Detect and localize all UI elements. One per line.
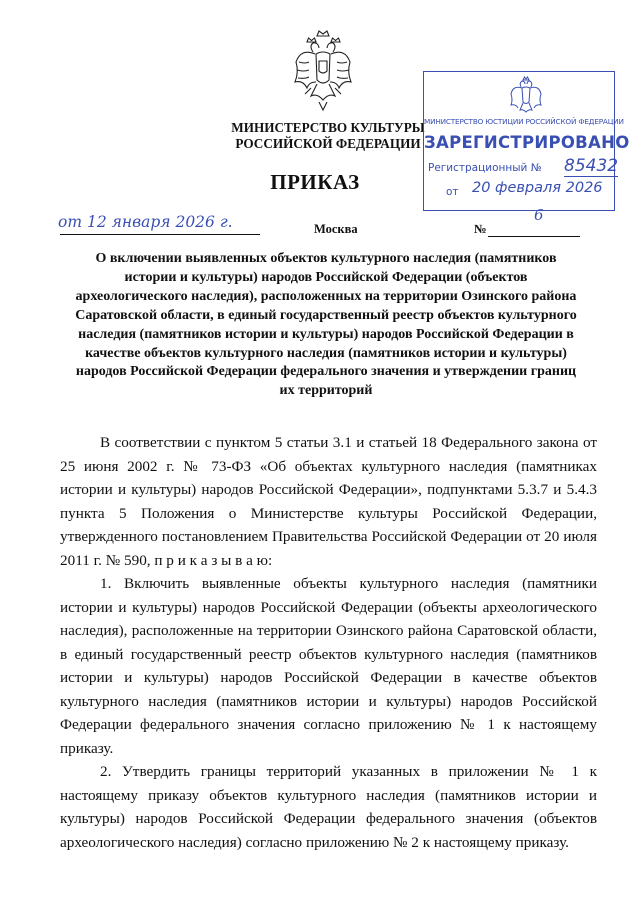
- ministry-line-1: МИНИСТЕРСТВО КУЛЬТУРЫ: [231, 120, 425, 135]
- stamp-registered-label: ЗАРЕГИСТРИРОВАНО: [424, 133, 630, 152]
- item-1-paragraph: 1. Включить выявленные объекты культурного наследия (памятники истории и культуры) народов Российской Федерации (объекты археологического наследия), расположенные на территории Озинского района Саратовской области, в единый государственный реестр объектов культурного наследия (памятников истории и культуры) народов Российской Федерации в качестве объектов культурного наследия (памятников истории и культуры) народов Российской Федерации федерального значения согласно приложению № 1 к настоящему приказу.: [60, 575, 597, 757]
- order-number-label: №: [474, 222, 487, 236]
- order-heading: О включении выявленных объектов культурного наследия (памятников истории и культуры) народов Российской Федерации (объектов археологического наследия), расположенных на территории Озинского района Саратовской области, в единый государственный реестр объектов культурного наследия (памятников истории и культуры) народов Российской Федерации в качестве объектов культурного наследия (памятников истории и культуры) народов Российской Федерации федерального значения и утверждении границ их территорий: [75, 251, 577, 399]
- item-2-paragraph: 2. Утвердить границы территорий указанных в приложении № 1 к настоящему приказу объектов культурного наследия (памятников истории и культуры) народов Российской Федерации федерального значения (объектов археологического наследия) согласно приложению № 2 к настоящему приказу.: [60, 763, 597, 851]
- date-underline: [60, 234, 260, 235]
- document-title: ПРИКАЗ: [270, 170, 360, 194]
- preamble-paragraph: В соответствии с пунктом 5 статьи 3.1 и статьей 18 Федерального закона от 25 июня 2002 г. № 73-ФЗ «Об объектах культурного наследия (памятниках истории и культуры) народов Российской Федерации», подпунктами 5.3.7 и 5.4.3 пункта 5 Положения о Министерстве культуры Российской Федерации, утвержденного постановлением Правительства Российской Федерации от 20 июля 2011 г. № 590, п р и к а з ы в а ю:: [60, 434, 597, 569]
- stamp-ministry: МИНИСТЕРСТВО ЮСТИЦИИ РОССИЙСКОЙ ФЕДЕРАЦИИ: [424, 117, 624, 126]
- stamp-registration-label: Регистрационный №: [428, 162, 542, 174]
- number-underline: [488, 236, 580, 237]
- stamp-emblem-icon: [509, 75, 543, 115]
- order-date: от 12 января 2026 г.: [58, 213, 233, 231]
- city: Москва: [314, 222, 358, 236]
- registration-stamp: [423, 71, 630, 211]
- coat-of-arms-icon: [293, 28, 353, 114]
- ministry-name: [226, 120, 430, 152]
- ministry-line-2: РОССИЙСКОЙ ФЕДЕРАЦИИ: [235, 136, 421, 151]
- order-body: [60, 431, 597, 854]
- stamp-date-value: 20 февраля 2026: [472, 180, 603, 196]
- stamp-registration-number: 85432: [564, 156, 619, 176]
- stamp-date-label: от: [446, 186, 459, 198]
- order-number: 6: [534, 206, 544, 224]
